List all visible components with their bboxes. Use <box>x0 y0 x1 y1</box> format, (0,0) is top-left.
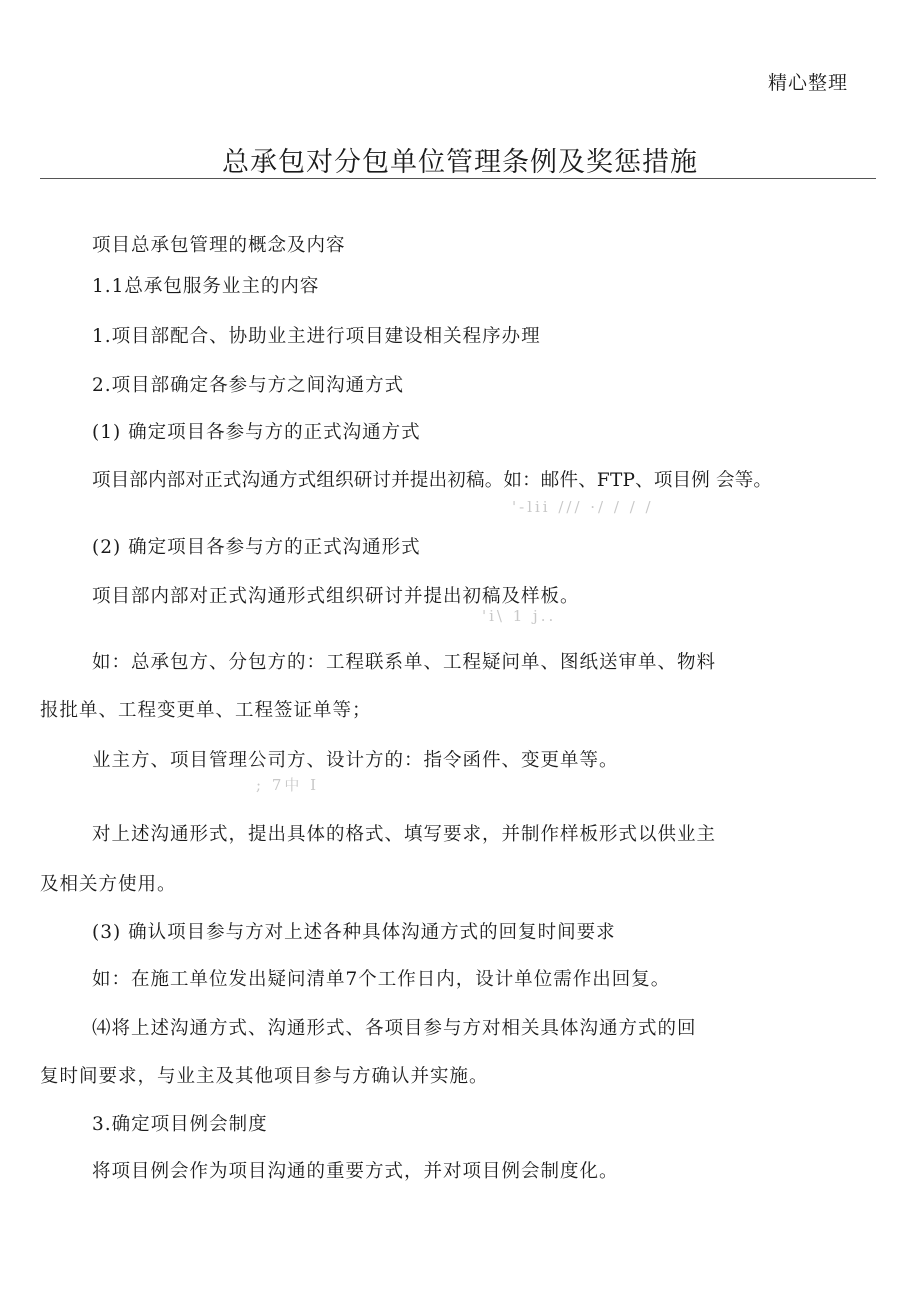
paragraph-line: 将项目例会作为项目沟通的重要方式，并对项目例会制度化。 <box>92 1161 619 1182</box>
paragraph-line: 项目部内部对正式沟通方式组织研讨并提出初稿。如：邮件、FTP、项目例 会等。 <box>92 470 773 491</box>
paragraph-line: 对上述沟通形式，提出具体的格式、填写要求，并制作样板形式以供业主 <box>92 824 717 845</box>
paragraph-line: 复时间要求，与业主及其他项目参与方确认并实施。 <box>40 1066 489 1087</box>
paragraph-line: 2.项目部确定各参与方之间沟通方式 <box>92 375 405 396</box>
paragraph-line: 如：在施工单位发出疑问清单7个工作日内，设计单位需作出回复。 <box>92 969 671 990</box>
paragraph-line: (1) 确定项目各参与方的正式沟通方式 <box>92 422 421 443</box>
paragraph-line: 1.项目部配合、协助业主进行项目建设相关程序办理 <box>92 326 541 347</box>
paragraph-line: 报批单、工程变更单、工程签证单等； <box>40 700 372 721</box>
header-note: 精心整理 <box>767 72 848 94</box>
section-heading: 项目总承包管理的概念及内容 <box>92 235 346 256</box>
document-title: 总承包对分包单位管理条例及奖惩措施 <box>222 147 698 178</box>
scan-artifact: '-lii /// ·/ / / / <box>512 498 654 516</box>
paragraph-line: 及相关方使用。 <box>40 874 177 895</box>
title-divider <box>40 178 876 179</box>
paragraph-line: (3) 确认项目参与方对上述各种具体沟通方式的回复时间要求 <box>92 922 616 943</box>
paragraph-line: (2) 确定项目各参与方的正式沟通形式 <box>92 537 421 558</box>
paragraph-line: ⑷将上述沟通方式、沟通形式、各项目参与方对相关具体沟通方式的回 <box>92 1018 697 1039</box>
subsection-heading: 1.1总承包服务业主的内容 <box>92 276 320 297</box>
paragraph-line: 项目部内部对正式沟通形式组织研讨并提出初稿及样板。 <box>92 586 580 607</box>
paragraph-line: 业主方、项目管理公司方、设计方的：指令函件、变更单等。 <box>92 750 619 771</box>
scan-artifact: ; 7中 I <box>256 776 320 794</box>
paragraph-line: 3.确定项目例会制度 <box>92 1114 268 1135</box>
scan-artifact: 'i\ 1 j.. <box>482 607 557 625</box>
paragraph-line: 如：总承包方、分包方的：工程联系单、工程疑问单、图纸送审单、物料 <box>92 652 717 673</box>
